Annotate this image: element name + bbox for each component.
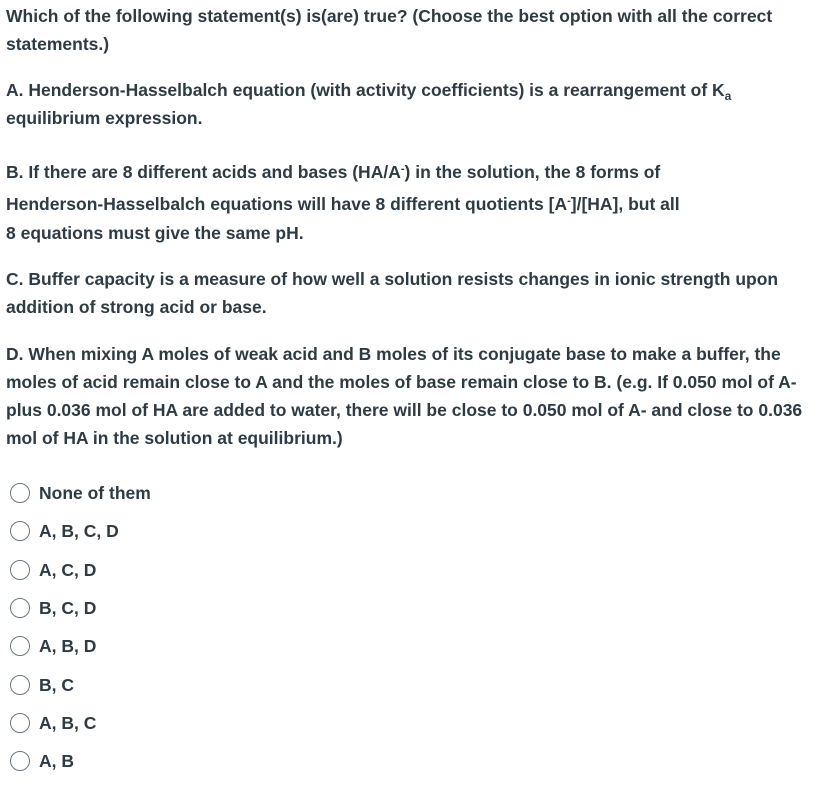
statement-a-subscript: a [724, 89, 732, 103]
statement-b-line1-end: ) in the solution, the 8 forms of [404, 162, 661, 182]
option-a-b-c[interactable] [10, 704, 410, 742]
option-label: A, B, C [39, 712, 97, 733]
option-label: None of them [39, 483, 151, 504]
statement-a [6, 76, 818, 132]
radio-button[interactable] [10, 675, 30, 695]
option-label: A, C, D [39, 559, 97, 580]
statement-b-line1 [6, 158, 818, 186]
statement-b-line3: 8 equations must give the same pH. [6, 223, 304, 243]
option-b-c-d[interactable] [10, 589, 410, 627]
statement-b-superscript-1: - [400, 163, 405, 175]
answer-options [10, 474, 410, 780]
radio-button[interactable] [10, 751, 30, 771]
option-label: B, C [39, 674, 74, 695]
radio-button[interactable] [10, 483, 30, 503]
option-b-c[interactable] [10, 665, 410, 703]
option-a-c-d[interactable] [10, 551, 410, 589]
statement-b [6, 158, 818, 246]
option-a-b-c-d[interactable] [10, 512, 410, 550]
statement-b-line1-text: B. If there are 8 different acids and bases (HA/A [6, 162, 401, 182]
statement-a-text-end: equilibrium expression. [6, 108, 203, 128]
radio-button[interactable] [10, 560, 30, 580]
radio-button[interactable] [10, 713, 30, 733]
radio-button[interactable] [10, 521, 30, 541]
question-prompt: Which of the following statement(s) is(are) true? (Choose the best option with all the correct statements.) [6, 6, 773, 54]
option-none-of-them[interactable] [10, 474, 410, 512]
option-label: A, B [39, 751, 74, 772]
statement-b-line2 [6, 188, 818, 220]
option-a-b-d[interactable] [10, 627, 410, 665]
statement-b-line2-end: ]/[HA], but all [570, 194, 680, 214]
radio-button[interactable] [10, 598, 30, 618]
statement-a-text: A. Henderson-Hasselbalch equation (with activity coefficients) is a rearrangement of K [6, 80, 725, 100]
statement-d: D. When mixing A moles of weak acid and B moles of its conjugate base to make a buffer, the moles of acid remain close to A and the moles of base remain close to B. (e.g. If 0.050 mol of A- plus 0.036 mol of HA are added to water, there will be close to 0.050 mol of A- and close to 0.036 mol of HA in the solution at equilibrium.) [6, 344, 803, 448]
option-a-b[interactable] [10, 742, 410, 780]
radio-button[interactable] [10, 636, 30, 656]
question-text [6, 0, 818, 448]
statement-b-superscript-2: - [567, 195, 571, 207]
option-label: A, B, D [39, 636, 97, 657]
statement-c: C. Buffer capacity is a measure of how well a solution resists changes in ionic strength upon addition of strong acid or base. [6, 269, 779, 317]
option-label: A, B, C, D [39, 521, 119, 542]
option-label: B, C, D [39, 598, 97, 619]
statement-b-line2-text: Henderson-Hasselbalch equations will have 8 different quotients [A [6, 194, 568, 214]
